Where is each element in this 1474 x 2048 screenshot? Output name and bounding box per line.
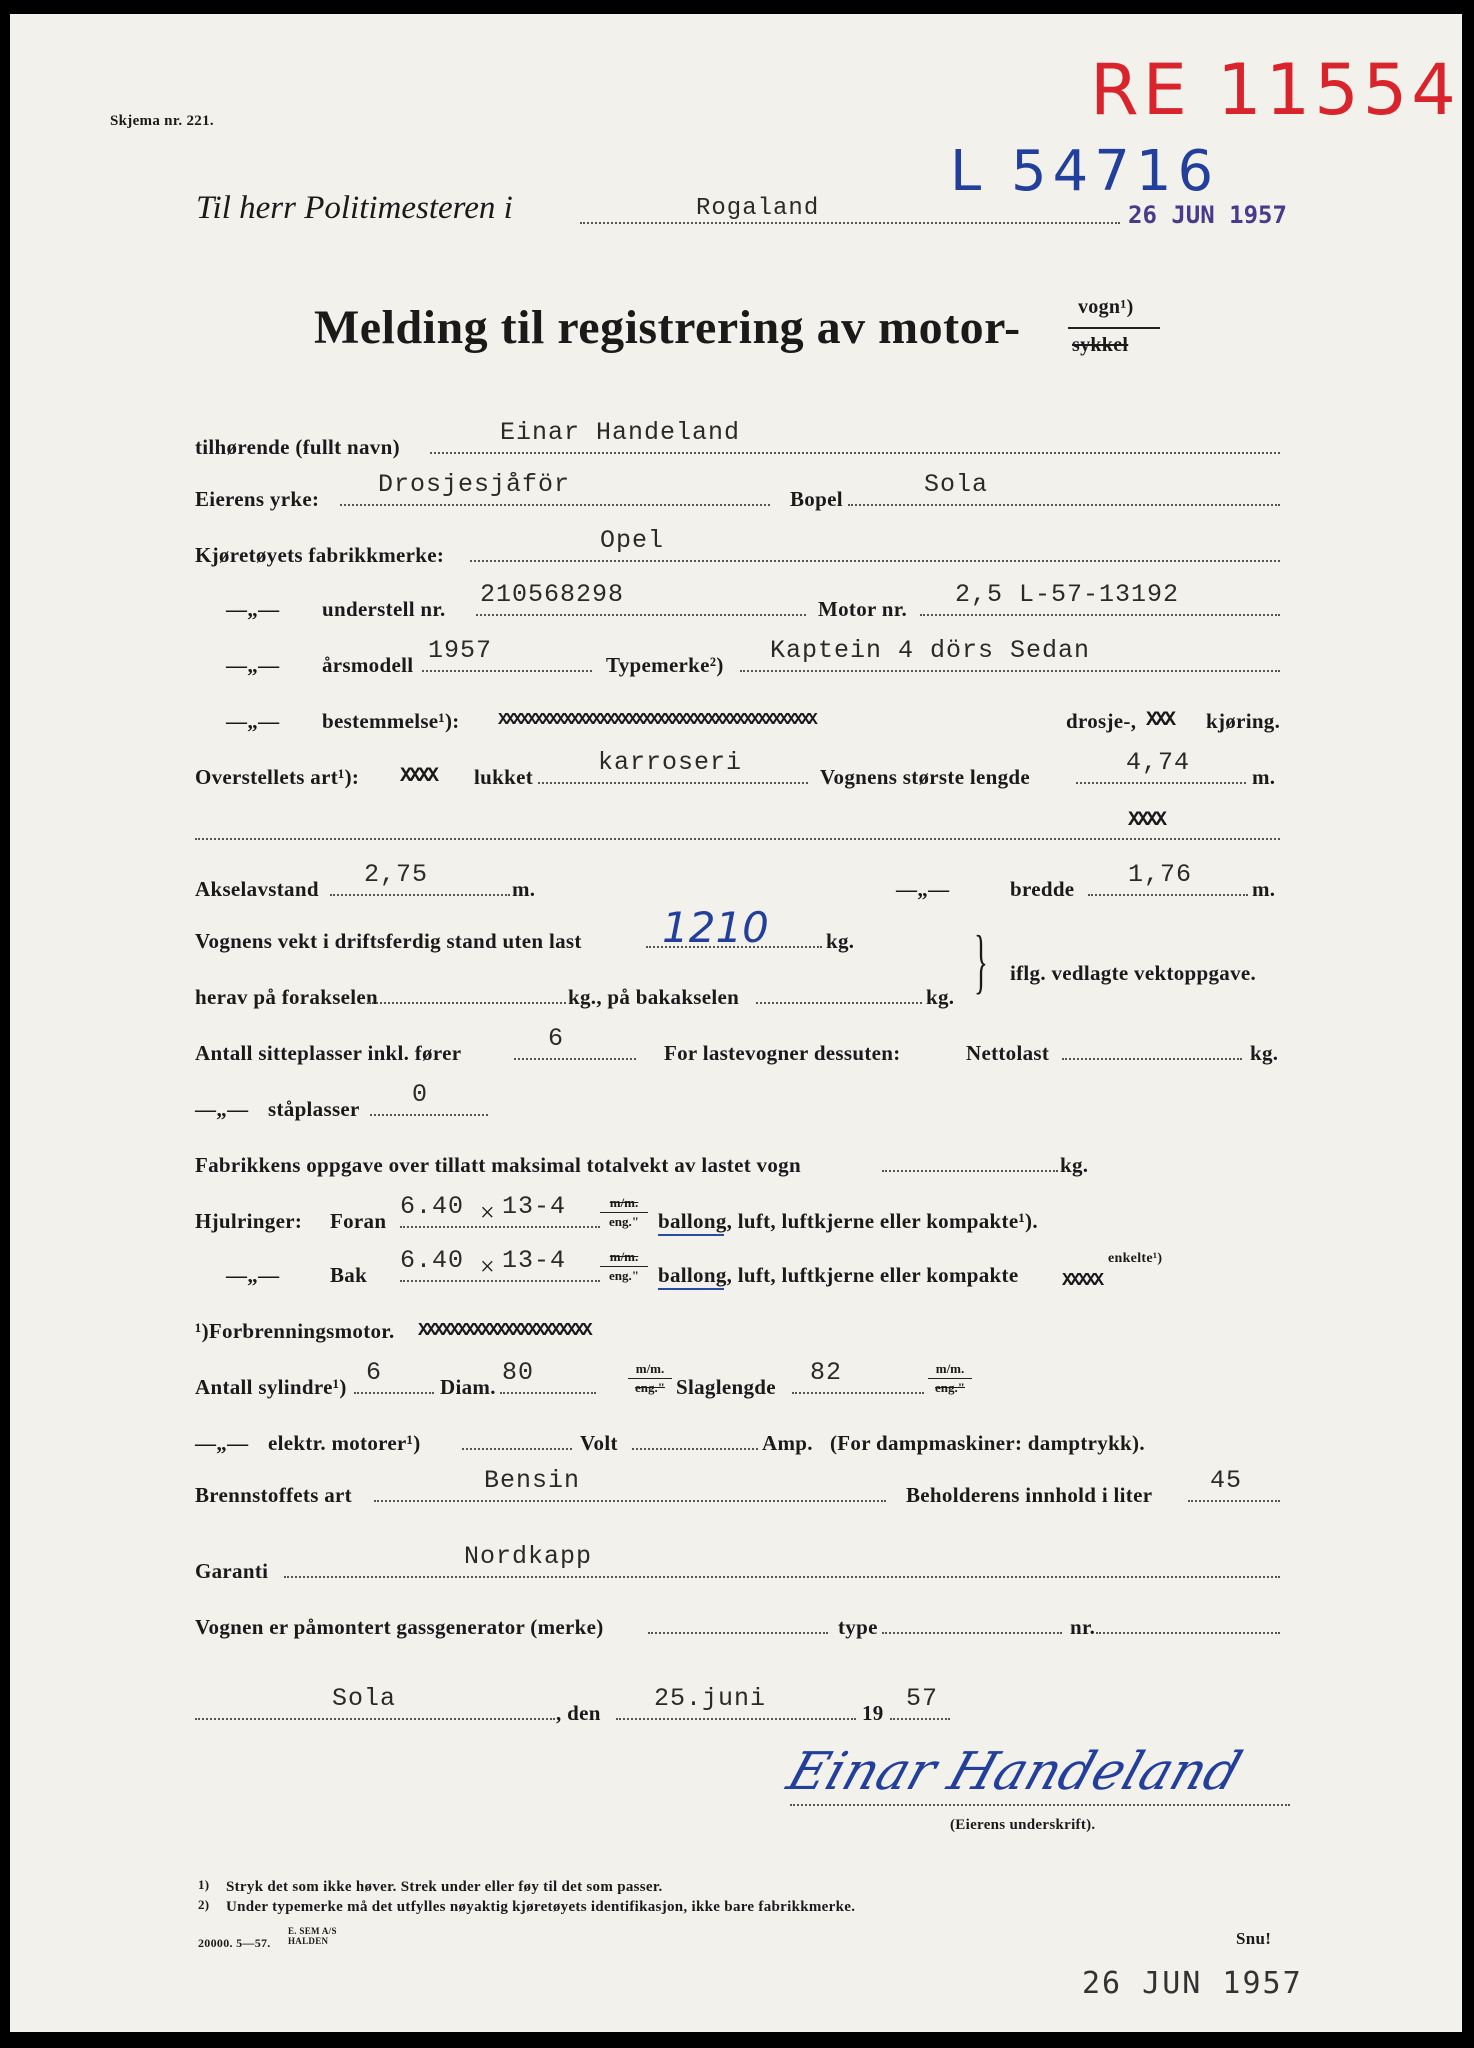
make-label: Kjøretøyets fabrikkmerke:	[195, 543, 445, 567]
wheelbase-label: Akselavstand	[195, 877, 319, 901]
standing-label: ståplasser	[268, 1097, 360, 1121]
times-sign: ×	[480, 1198, 495, 1227]
rear-axle-label: kg., på bakakselen	[568, 985, 740, 1009]
length-value: 4,74	[1126, 748, 1191, 777]
addressee-line	[580, 222, 1120, 224]
tires-rear-label: Bak	[330, 1263, 368, 1287]
width-label: bredde	[1010, 877, 1075, 901]
tire-rear-rim: 13-4	[502, 1246, 567, 1275]
turn-over-note: Snu!	[1236, 1929, 1272, 1948]
max-weight-label: Fabrikkens oppgave over tillatt maksimal totalvekt av lastet vogn	[195, 1153, 801, 1177]
body-type-label: Overstellets art¹):	[195, 765, 360, 789]
form-number: Skjema nr. 221.	[110, 113, 214, 129]
purpose-struck-out: XXXXXXXXXXXXXXXXXXXXXXXXXXXXXXXXXXXXXXXXXXXX	[498, 711, 815, 730]
volt-label: Volt	[580, 1431, 618, 1455]
length-unit: m.	[1252, 765, 1276, 789]
body-kept: lukket	[474, 765, 533, 789]
bottom-date-stamp: 26 JUN 1957	[1082, 1966, 1303, 2001]
owner-label: tilhørende (fullt navn)	[195, 435, 400, 459]
gas-generator-label: Vognen er påmontert gassgenerator (merke)	[195, 1615, 604, 1639]
tires-front-label: Foran	[330, 1209, 387, 1233]
form-title: Melding til registrering av motor-	[314, 301, 1021, 354]
handwritten-reference: L 54716	[950, 139, 1220, 204]
diameter-unit: m/m. eng."	[628, 1362, 672, 1395]
ditto-mark: —„—	[226, 597, 280, 621]
addressee-value: Rogaland	[696, 195, 820, 222]
tire-front-types: ballong, luft, luftkjerne eller kompakte¹).	[658, 1209, 1038, 1233]
model-year: 1957	[428, 636, 493, 665]
footnote-marker-2: 2)	[198, 1897, 210, 1912]
chassis-number: 210568298	[480, 580, 625, 609]
engine-type-struck: XXXXXXXXXXXXXXXXXXXXXX	[418, 1321, 590, 1341]
guarantee-label: Garanti	[195, 1559, 269, 1583]
residence-value: Sola	[924, 470, 989, 499]
body-value: karroseri	[598, 748, 743, 777]
max-weight-unit: kg.	[1060, 1153, 1089, 1177]
print-run: 20000. 5—57.	[198, 1936, 271, 1950]
weight-note: iflg. vedlagte vektoppgave.	[1010, 961, 1257, 985]
cylinders-label: Antall sylindre¹)	[195, 1375, 347, 1399]
model-year-label: årsmodell	[322, 653, 414, 677]
weight-value: 1210	[662, 903, 769, 952]
title-fraction-line	[1068, 327, 1160, 329]
net-load-unit: kg.	[1250, 1041, 1279, 1065]
struck-text: XXXX	[1128, 809, 1165, 832]
length-label: Vognens største lengde	[820, 765, 1030, 789]
date-value: 25.juni	[654, 1684, 767, 1713]
footnote-2: Under typemerke må det utfylles nøyaktig kjøretøyets identifikasjon, ikke bare fabrikkmerke.	[226, 1899, 856, 1915]
width-unit: m.	[1252, 877, 1276, 901]
footnote-marker-1: 1)	[198, 1877, 210, 1892]
addressee-label: Til herr Politimesteren i	[196, 190, 513, 226]
front-axle-label: herav på forakselen	[195, 985, 379, 1009]
steam-pressure-label: (For dampmaskiner: damptrykk).	[830, 1431, 1145, 1455]
year-suffix: 57	[906, 1684, 939, 1713]
wheelbase-unit: m.	[512, 877, 536, 901]
net-load-label: Nettolast	[966, 1041, 1050, 1065]
title-option-vogn: vogn¹)	[1078, 296, 1134, 318]
tire-rear-option-single: enkelte¹)	[1108, 1251, 1163, 1266]
tire-rear-option-struck: XXXXX	[1062, 1271, 1102, 1291]
fuel-value: Bensin	[484, 1466, 581, 1495]
year-prefix: 19	[862, 1701, 884, 1725]
ditto-mark: —„—	[226, 1263, 280, 1287]
cargo-label: For lastevogner dessuten:	[664, 1041, 901, 1065]
underline-mark	[658, 1234, 724, 1236]
ditto-mark: —„—	[226, 709, 280, 733]
occupation-value: Drosjesjåför	[378, 470, 571, 499]
tank-value: 45	[1210, 1466, 1243, 1495]
electric-motor-label: elektr. motorer¹)	[268, 1431, 421, 1455]
stroke-label: Slaglengde	[676, 1375, 776, 1399]
standing-value: 0	[412, 1080, 429, 1109]
motor-number-label: Motor nr.	[818, 597, 908, 621]
tire-front-rim: 13-4	[502, 1192, 567, 1221]
occupation-label: Eierens yrke:	[195, 487, 320, 511]
times-sign: ×	[480, 1252, 495, 1281]
place-value: Sola	[332, 1684, 397, 1713]
seats-label: Antall sitteplasser inkl. fører	[195, 1041, 462, 1065]
received-date-stamp: 26 JUN 1957	[1128, 201, 1287, 229]
red-reference-number: RE 11554	[1090, 49, 1460, 131]
signature-caption: (Eierens underskrift).	[950, 1817, 1096, 1833]
seats-value: 6	[548, 1024, 565, 1053]
motor-number: 2,5 L-57-13192	[955, 580, 1180, 609]
underline-mark	[658, 1288, 724, 1290]
tank-label: Beholderens innhold i liter	[906, 1483, 1153, 1507]
footnote-1: Stryk det som ikke høver. Strek under eller føy til det som passer.	[226, 1879, 663, 1895]
owner-name: Einar Handeland	[500, 418, 741, 447]
stroke-unit: m/m. eng."	[928, 1362, 972, 1395]
purpose-struck-out-2: XXX	[1146, 709, 1174, 732]
purpose-label: bestemmelse¹):	[322, 709, 460, 733]
amp-label: Amp.	[762, 1431, 813, 1455]
purpose-kept-2: kjøring.	[1206, 709, 1281, 733]
fuel-label: Brennstoffets art	[195, 1483, 352, 1507]
brace: }	[974, 921, 988, 1001]
ditto-mark: —„—	[896, 877, 950, 901]
title-option-sykkel: sykkel	[1072, 334, 1129, 356]
rear-axle-unit: kg.	[926, 985, 955, 1009]
date-label: , den	[556, 1701, 601, 1725]
gas-generator-nr-label: nr.	[1070, 1615, 1096, 1639]
stroke-value: 82	[810, 1358, 843, 1387]
type-label: Typemerke²)	[606, 653, 724, 677]
tire-front-unit: m/m. eng."	[600, 1196, 648, 1229]
chassis-label: understell nr.	[322, 597, 446, 621]
ditto-mark: —„—	[226, 653, 280, 677]
diameter-label: Diam.	[440, 1375, 496, 1399]
tires-label: Hjulringer:	[195, 1209, 303, 1233]
residence-label: Bopel	[790, 487, 843, 511]
tire-rear-width: 6.40	[400, 1246, 465, 1275]
weight-unit: kg.	[826, 929, 855, 953]
diameter-value: 80	[502, 1358, 535, 1387]
width-value: 1,76	[1128, 860, 1193, 889]
type-value: Kaptein 4 dörs Sedan	[770, 636, 1091, 665]
make-value: Opel	[600, 526, 665, 555]
tire-rear-unit: m/m. eng."	[600, 1250, 648, 1283]
cylinders-value: 6	[366, 1358, 383, 1387]
weight-label: Vognens vekt i driftsferdig stand uten last	[195, 929, 582, 953]
gas-generator-type-label: type	[838, 1615, 878, 1639]
guarantee-value: Nordkapp	[464, 1542, 593, 1571]
owner-signature: Einar Handeland	[780, 1742, 1249, 1802]
ditto-mark: —„—	[195, 1097, 249, 1121]
tire-front-width: 6.40	[400, 1192, 465, 1221]
engine-type-label: ¹)Forbrenningsmotor.	[195, 1319, 395, 1343]
printer-name: E. SEM A/S HALDEN	[288, 1926, 337, 1946]
body-struck-out: XXXX	[400, 765, 437, 788]
wheelbase-value: 2,75	[364, 860, 429, 889]
ditto-mark: —„—	[195, 1431, 249, 1455]
purpose-kept: drosje-,	[1066, 709, 1137, 733]
tire-rear-types: ballong, luft, luftkjerne eller kompakte	[658, 1263, 1019, 1287]
